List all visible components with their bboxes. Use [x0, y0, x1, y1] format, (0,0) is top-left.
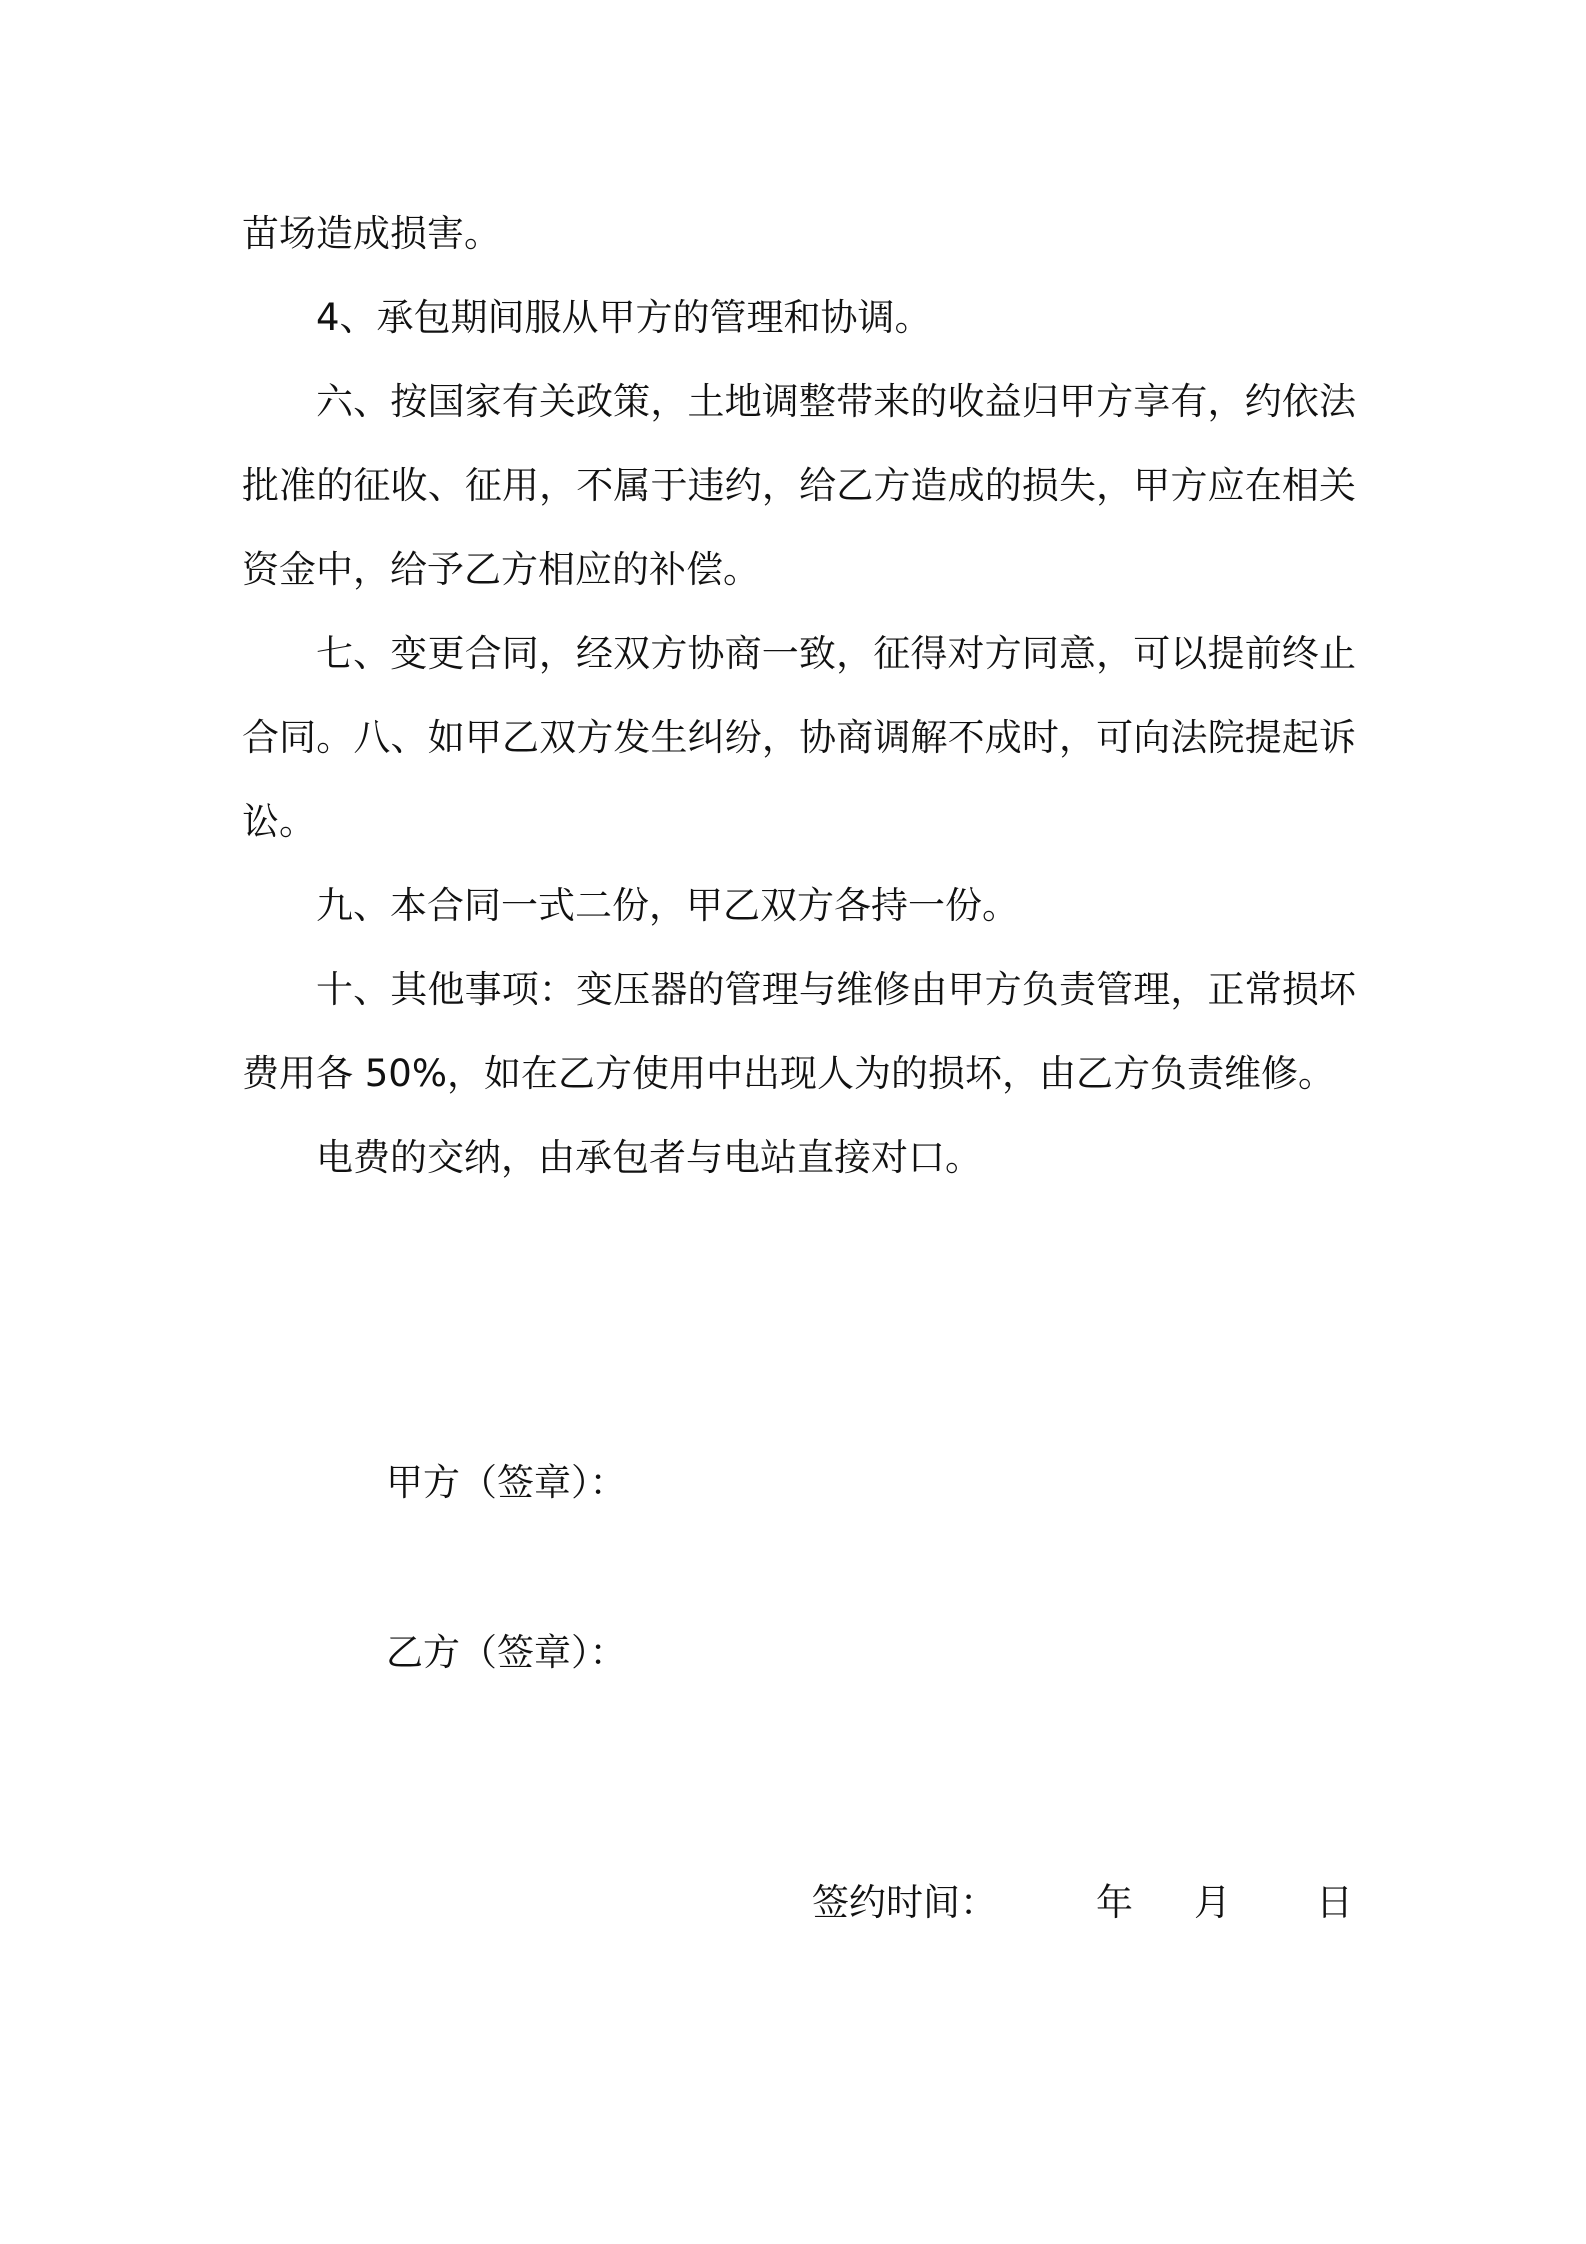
paragraph-clause-10: 十、其他事项：变压器的管理与维修由甲方负责管理，正常损坏费用各 50%，如在乙方使用中出现人为的损坏，由乙方负责维修。 — [242, 968, 1356, 1095]
paragraph-electricity: 电费的交纳，由承包者与电站直接对口。 — [316, 1136, 982, 1179]
signing-date-month: 月 — [1194, 1881, 1231, 1924]
paragraph-clause-6: 六、按国家有关政策，土地调整带来的收益归甲方享有，约依法批准的征收、征用，不属于违约，给乙方造成的损失，甲方应在相关资金中，给予乙方相应的补偿。 — [242, 380, 1356, 591]
paragraph-clause-7-8: 七、变更合同，经双方协商一致，征得对方同意，可以提前终止合同。八、如甲乙双方发生纠纷，协商调解不成时，可向法院提起诉讼。 — [242, 632, 1356, 843]
contract-body — [242, 192, 1356, 1200]
signing-date-day: 日 — [1316, 1881, 1353, 1924]
paragraph-damage-clause: 苗场造成损害。 — [242, 212, 501, 255]
paragraph-clause-9: 九、本合同一式二份，甲乙双方各持一份。 — [316, 884, 1019, 927]
paragraph-clause-4: 4、承包期间服从甲方的管理和协调。 — [316, 296, 932, 339]
signing-date — [812, 1878, 1356, 1928]
party-a-signature: 甲方（签章）： — [386, 1461, 627, 1504]
party-b-signature: 乙方（签章）： — [386, 1631, 627, 1674]
signing-date-year: 年 — [1096, 1881, 1133, 1924]
signing-date-label: 签约时间： — [812, 1881, 997, 1924]
